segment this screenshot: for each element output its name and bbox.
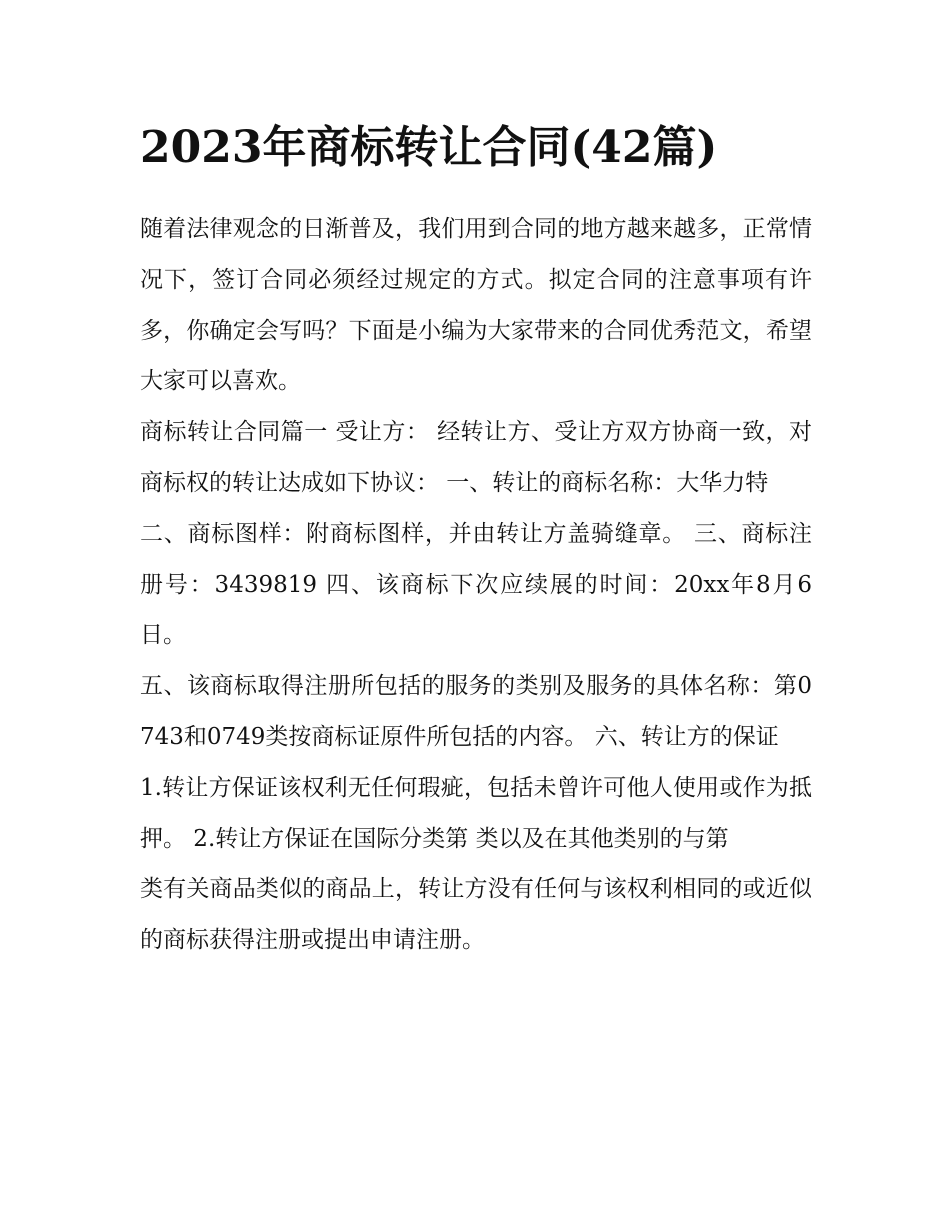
contract-paragraph-3: 五、该商标取得注册所包括的服务的类别及服务的具体名称：第0743和0749类按商标证原件所包括的内容。 六、转让方的保证 bbox=[140, 673, 812, 750]
intro-paragraph: 随着法律观念的日渐普及，我们用到合同的地方越来越多，正常情况下，签订合同必须经过规定的方式。拟定合同的注意事项有许多，你确定会写吗？下面是小编为大家带来的合同优秀范文，希望大家可以喜欢。 bbox=[140, 216, 812, 395]
contract-paragraph-2: 二、商标图样：附商标图样，并由转让方盖骑缝章。 三、商标注册号：3439819 四、该商标下次应续展的时间：20xx年8月6日。 bbox=[140, 520, 812, 649]
document-title: 2023年商标转让合同(42篇) bbox=[140, 122, 718, 173]
contract-paragraph-5: 类有关商品类似的商品上，转让方没有任何与该权利相同的或近似的商标获得注册或提出申请注册。 bbox=[140, 876, 812, 954]
contract-paragraph-4: 1.转让方保证该权利无任何瑕疵，包括未曾许可他人使用或作为抵押。 2.转让方保证在国际分类第 类以及在其他类别的与第 bbox=[140, 774, 812, 852]
contract-paragraph-1: 商标转让合同篇一 受让方： 经转让方、受让方双方协商一致，对商标权的转让达成如下协议： 一、转让的商标名称：大华力特 bbox=[140, 419, 812, 496]
document-page bbox=[140, 118, 812, 966]
